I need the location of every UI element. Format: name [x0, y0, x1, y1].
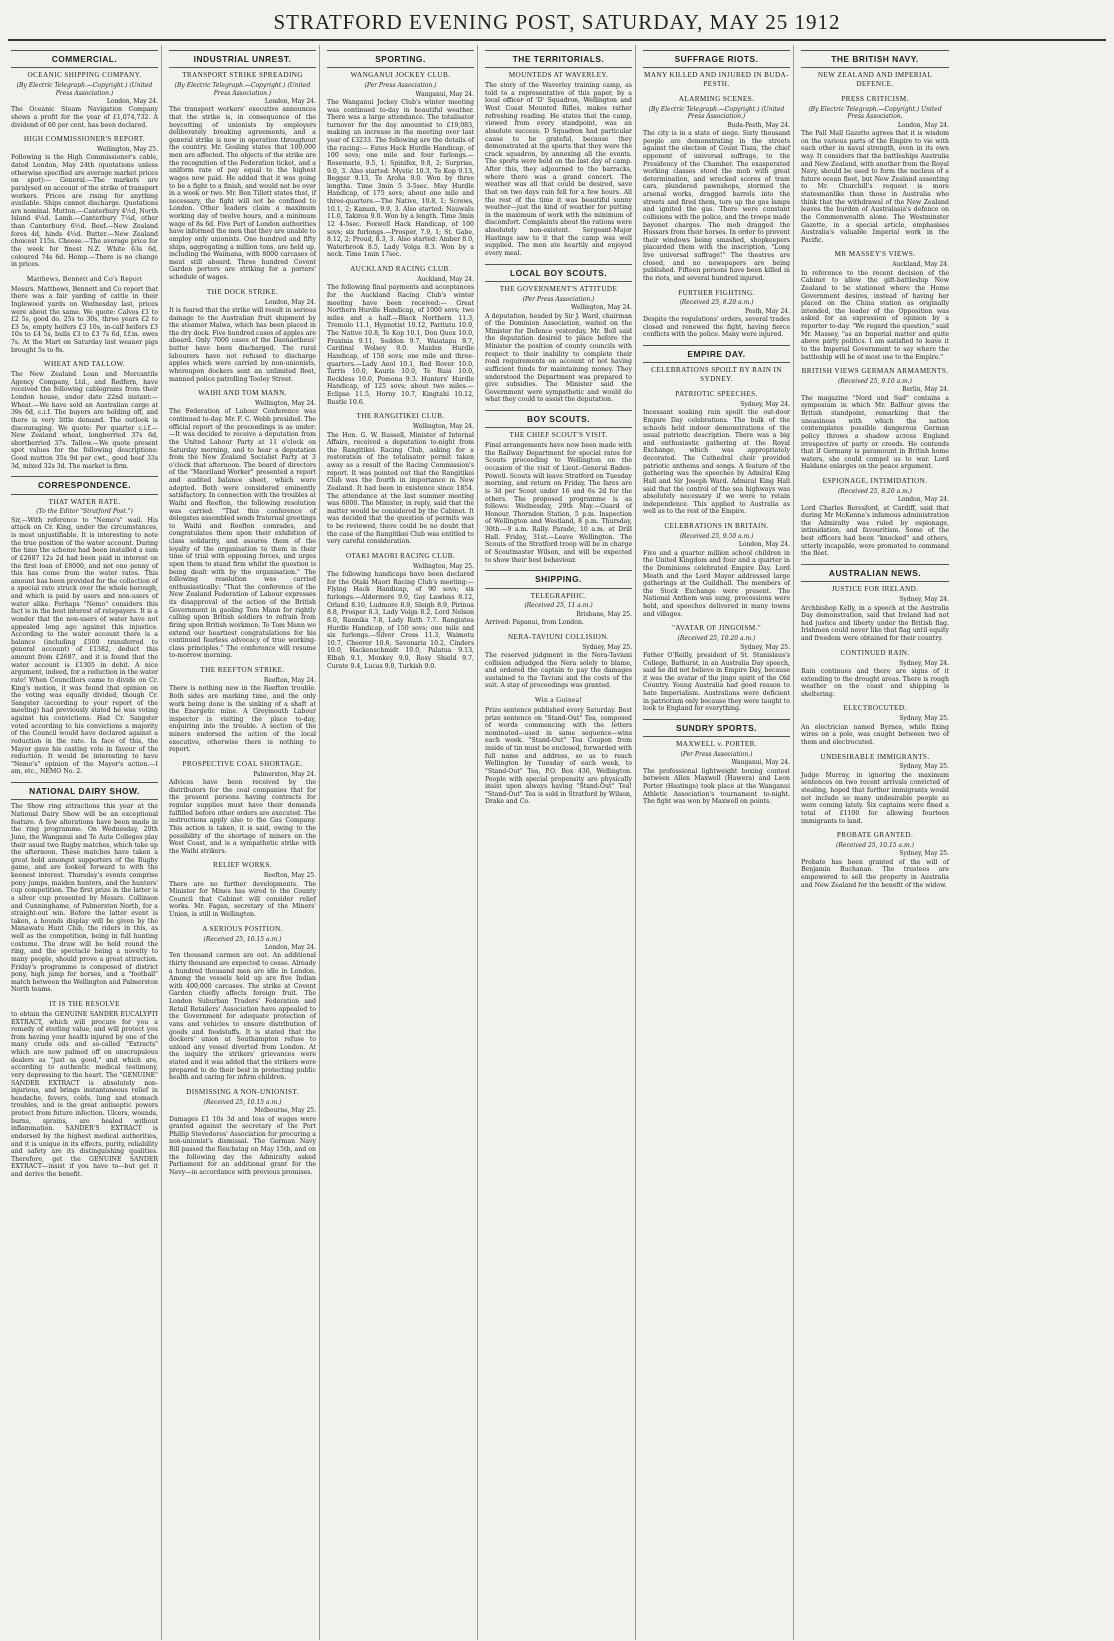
section-heading: CORRESPONDENCE.	[11, 476, 158, 494]
column-5	[640, 45, 794, 1640]
section-heading: SUFFRAGE RIOTS.	[643, 50, 790, 68]
section-heading: LOCAL BOY SCOUTS.	[485, 264, 632, 282]
article-credit: (Received 25, 8.20 a.m.)	[837, 487, 913, 495]
article-body: It is feared that the strike will result in serious damage to the Australian fruit shipment by the steamer Malwa, which has been placed in the dry dock. Five hundred cases of apples are aboard. Only 7000 cases of the Daenaetheus' butter have been discharged. The rural labourers have not refused to discharge apples which were carried by non-unionists, whereupon dockers sent an unlimited fleet, manned police patrolling Tooley Street.	[169, 306, 316, 383]
article-dateline: Palmerston, May 24.	[253, 770, 316, 778]
article-body: Following is the High Commissioner's cable, dated London, May 24th (quotations unless otherwise specified are average market prices on spot):— General.—The markets are paralysed on account of the strike of transport workers. Prices are rising for anything available. Ships cannot discharge. Quotations are nominal. Mutton.—Canterbury 4½d, North Island 4¼d. Lamb.—Canterbury 7¼d, other than Canterbury 6½d. Beef.—New Zealand fores 4d, hinds 4½d. Butter.—New Zealand choicest 115s. Cheese.—The average price for the week for finest N.Z. White 63s 6d, coloured 74s 6d. Hemp.—There is no change in prices.	[11, 154, 158, 269]
article-dateline: Pesth, May 24.	[744, 307, 790, 315]
article-credit: (Received 25, 10.15 a.m.)	[203, 935, 282, 943]
article	[11, 476, 158, 776]
article-credit: (By Electric Telegraph.—Copyright.) (United Press Association.)	[16, 82, 153, 97]
article-headline: CONTINUED RAIN.	[840, 648, 910, 657]
article	[11, 782, 158, 994]
article	[801, 649, 949, 699]
article-dateline: London, May 24.	[264, 943, 316, 951]
article-dateline: Reefton, May 24.	[263, 676, 316, 684]
article	[801, 95, 949, 244]
article	[169, 760, 316, 855]
article-headline: ESPIONAGE, INTIMIDATION.	[822, 477, 928, 485]
article-headline: NERA-TAVIUNI COLLISION.	[507, 632, 610, 641]
article-dateline: Wanganui, May 24.	[731, 759, 790, 767]
article-headline: A SERIOUS POSITION.	[202, 924, 283, 933]
article	[11, 360, 158, 470]
article-dateline: Reefton, May 25.	[263, 872, 316, 880]
column-3	[324, 45, 478, 1640]
article-dateline: Sydney, May 25.	[899, 763, 949, 771]
article-headline: MOUNTEDS AT WAVERLEY.	[508, 71, 609, 80]
article	[169, 389, 316, 660]
section-heading: SPORTING.	[327, 50, 474, 68]
article-headline: OCEANIC SHIPPING COMPANY.	[27, 71, 142, 80]
article-dateline: Sydney, May 25.	[899, 850, 949, 858]
section-heading: THE TERRITORIALS.	[485, 50, 632, 68]
section-heading: NATIONAL DAIRY SHOW.	[11, 782, 158, 800]
article-body: Rain continues and there are signs of it extending to the drought areas. There is rough weather on the coast and shipping is sheltering.	[801, 667, 949, 698]
article	[485, 696, 632, 806]
article-body: Ten thousand carmen are out. An additional thirty thousand are expected to cease. Already a hundred thousand men are idle in London. Among the vessels held up are five Indian with 400,000 carcases. The strike at Covent Garden chiefly affects foreign fruit. The London Suburban Traders' Federation and Retail Retailers' Association have appealed to the Government for adequate protection of vans and vehicles to ensure distribution of goods and foodstuffs. It is stated that the dockers' union at Southampton refuse to unload any vessel diverted from London. At the inquiry the strikers' grievances were stated and it was added that the strikers were prepared to do their best in protecting public health and caring for infirm children.	[169, 952, 316, 1082]
article-headline: NEW ZEALAND AND IMPERIAL DEFENCE.	[817, 71, 933, 89]
article-dateline: Sydney, May 25.	[582, 643, 632, 651]
article-dateline: Auckland, May 24.	[892, 261, 949, 269]
article-headline: PRESS CRITICISM.	[841, 95, 909, 104]
article-body: The transport workers' executive announces that the strike is, in consequence of the boycotting of unionists by employers deliberately breaking agreements, and a general strike is now in operation throughout the country. Mr. Gosling states that 100,000 men are affected. The objects of the strike are the recognition of the Federation ticket, and a uniform rate of pay equal to the highest wages now paid. He added that it was going to be a fight to a finish, and would not be over in a week or two. Mr. Ben Tillett states that, if necessary, the fight will not be confined to London. Other leaders claim a maximum working day of twelve hours, and a minimum wage of 8s 6d. Five Port of London authorities have informed the men that they are unable to employ only unionists. One hundred and fifty ships, aggregating a million tons, are held up, including the Waimana, with 8000 carcases of meat still aboard. Three hundred Covent Garden porters are striking for a porters' schedule of wages.	[169, 106, 316, 282]
section-heading: SHIPPING.	[485, 570, 632, 588]
article-headline: JUSTICE FOR IRELAND.	[831, 585, 919, 594]
article-headline: IT IS THE RESOLVE	[49, 1000, 120, 1009]
article	[11, 1000, 158, 1179]
article	[169, 50, 316, 282]
article-headline: Matthews, Bennett and Co's Report	[26, 274, 143, 283]
article-body: The Show ring attractions this year at the National Dairy Show will be an exceptional feature. A few alterations have been made in the ring programme. On Wednesday, 20th June, the Wanganui and Te Aute Colleges play their usual two Rugby matches, which take up the afternoon. These matches have taken a great hold amongst supporters of the Rugby game, and are looked forward to with the keenest interest. Thursday's events comprise pony jumps, maiden hunters, and the hunters' cup competition. The first prize in the latter is a silver cup presented by Messrs. Collinson and Cunninghame, of Palmerston North, for a straight-out win. Before the latter event is taken, a hounds display will be given by the Manawatu Hunt Club, the riders in this, as well as the competition, being in full hunting costume. The draw will be held round the ring, and the spectacle being a novelty to many people, should prove a great attraction. Friday's programme is composed of district pony, high jump for horses, and a "football" match between the Wellington and Palmerston North teams.	[11, 803, 158, 994]
article-dateline: Sydney, May 24.	[899, 659, 949, 667]
article-headline: PROSPECTIVE COAL SHORTAGE.	[182, 759, 303, 768]
article-body: Lord Charles Beresford, at Cardiff, said that during Mr McKenna's infamous administration the Admiralty was ruled by espionage, intimidation, and favouritism. Some of the best officers had been "knocked" and others, utterly incapable, were promoted to command the fleet.	[801, 504, 949, 558]
article	[11, 50, 158, 129]
article	[801, 367, 949, 471]
article-body: Arrived: Papanui, from London.	[485, 619, 584, 627]
article-body: There is nothing new in the Reefton trouble. Both sides are marking time, and the only work being done is the sinking of a shaft at the Energetic mine. A Greymouth Labour inspector is visiting the place to-day, enquiring into the trouble. A section of the miners endorsed the action of the local executive, otherwise there is nothing to report.	[169, 685, 316, 754]
article	[801, 704, 949, 746]
article-dateline: Sydney, May 24.	[899, 596, 949, 604]
column-1	[8, 45, 162, 1640]
article-body: There are no further developments. The Minister for Mines has wired to the County Council that Cabinet will consider relief works. Mr. Fagan, secretary of the Miners' Union, is still in Wellington.	[169, 880, 316, 919]
article	[485, 570, 632, 627]
article-dateline: Wellington, May 24.	[413, 423, 474, 431]
article-body: The following final payments and acceptances for the Auckland Racing Club's winter meeting have been received:— Great Northern Hurdle Handicap, of 1000 sovs; two miles and a half.—Black Northern 11.3, Tremolo 11.1, Hypnotist 10.12, Paritutu 10.9, The Native 10.8, Te Kop 10.1, Don Quex 10.0, Fraxinia 9.11, Seddon 9.7, Waiatapu 9.7, Cardinal Wolsey 9.0. Maiden Hurdle Handicap, of 150 sovs; one mile and three-quarters.—Lady Aeol 10.1, Red Rover 10.0, Tarris 10.0, Kauris 10.0, Te Ruia 10.0, Reckless 10.0, Pomona 9.3. Hunters' Hurdle Handicap, of 125 sovs; about two miles.—Eclipse 11.5, Horny 10.7, Kingtahi 10.12, Rustle 10.6.	[327, 284, 474, 406]
article-body: A deputation, headed by Sir J. Ward, chairman of the Dominion Association, waited on the Minister for Defence yesterday. Mr. Bell said the deputation desired to place before the Minister the position of county councils with respect to their inability to complete their road requirements on account of not having sufficient funds for maintaining money. They understood the Department was prepared to give subsidies. The Minister said the Government were sympathetic and would do what they could to assist the deputation.	[485, 312, 632, 404]
article-credit: (By Electric Telegraph.—Copyright.) (United Press Association.)	[648, 105, 785, 121]
article-credit: (Per Press Association.)	[364, 82, 437, 90]
article-dateline: Sydney, May 25.	[740, 643, 790, 651]
article-body: The Hon. G. W. Russell, Minister of Internal Affairs, received a deputation to-night from the Rangitikei Racing Club, asking for a restoration of the totalisator permit taken away as a result of the Racing Commission's report. It was pointed out that the Rangitikei Club was the fourth in importance in New Zealand. It had been in existence since 1854. The attendance at the last summer meeting was 6000. The Minister, in reply, said that the matter would be considered by the Cabinet. It was decided that the question of permits was to be reviewed, there could be no doubt that the case of the Rangitikei Club was entitled to very careful consideration.	[327, 431, 474, 546]
article-headline: MAXWELL v. PORTER.	[675, 740, 758, 749]
article-body: The story of the Waverley training camp, as told to a representative of this paper, by a local officer of 'D' Squadron, Wellington and West Coast Mounted Rifles, makes rather refreshing reading. He states that the camp, viewed from every standpoint, was an absolute success. D Squadron had particular cause to be grateful, because they demonstrated at the sports that they were the crack squadron, by annexing all the events. The sports were held on the last day of camp. After this, they adjourned to the barracks, where there was a grand concert. The weather was all that could be desired, save that on two days rain fell for a few hours. All the rest of the time it was beautiful sunny weather—just the kind of weather for putting in the maximum of work with the minimum of discomfort. Complaints about the rations were absolutely non-existent. Sergeant-Major Hastings saw to it that the camp was well supplied. The men ate heartily and enjoyed every meal.	[485, 82, 632, 257]
article-headline: FURTHER FIGHTING.	[678, 288, 755, 297]
section-heading: INDUSTRIAL UNREST.	[169, 50, 316, 68]
article-headline: MANY KILLED AND INJURED IN BUDA-PESTH.	[644, 71, 789, 89]
article	[11, 275, 158, 354]
article-body: The reserved judgment in the Nera-Taviuni collision adjudged the Nera solely to blame, and ordered the captain to pay the damages sustained to the Taviuni and the costs of the suit. A stay of proceedings was granted.	[485, 651, 632, 690]
article-headline: Win a Guinea!	[534, 696, 583, 705]
article	[801, 50, 949, 89]
article-credit: (Received 25, 9.10 a.m.)	[837, 378, 913, 385]
article-headline: CELEBRATIONS IN BRITAIN.	[664, 522, 769, 531]
columns-container	[8, 45, 1106, 1640]
section-heading: EMPIRE DAY.	[643, 345, 790, 363]
article-body: Incessant soaking rain spoilt the out-door Empire Day celebrations. The bulk of the schools held indoor demonstrations of the usual patriotic description. There was a big and enthusiastic gathering at the Royal Exchange, which was appropriately decorated. The Cathedral choir provided patriotic anthems and songs. A feature of the gathering was the speeches by Admiral King Hall and Sir Joseph Ward. Admiral King Hall said that the control of the sea highways was absolutely necessary if we were to retain independence. This applied to Australia as well as to the rest of the Empire.	[643, 409, 790, 516]
article-headline: THE REEFTON STRIKE.	[200, 666, 285, 675]
article-body: The following handicaps have been declared for the Otaki Maori Racing Club's meeting:— Flying Hack Handicap, of 90 sovs; six furlongs.—Aldermere 9.0, Gay Lawless 8.12, Orland 8.10, Ludmore 8.9, Sleigh 8.9, Pirinoa 8.8, Prosper 8.3, Lady Volga 8.2, Lord Nelson 8.0, Rannika 7.8, Lady Ruth 7.7. Rangiatea Hurdle Handicap, of 150 sovs; one mile and six furlongs.—Silver Cross 11.3, Waimotu 10.7, Cheerer 10.6, Savonaria 10.2, Cinders 10.0, Hackenschmidt 10.0, Palatua 9.13, Elbah 9.1, Monkey 9.0, Rosy Shield 9.7, Curate 9.4, Lucas 9.0, Turkish 9.0.	[327, 571, 474, 670]
article-headline: AUCKLAND RACING CLUB.	[350, 265, 451, 274]
article-dateline: London, May 24.	[738, 541, 790, 549]
article-body: The magazine "Nord und Sud" contains a symposium in which Mr. Balfour gives the British standpoint, remarking that the uneasiness with which the nation contemplates possible dangerous German policy throws a shadow across England irrespective of party or creeds. He contends that if Germany is paramount in British home waters, she could compel us to war. Lord Haldane enlarges on the peace argument.	[801, 394, 949, 471]
article-dateline: Wellington, May 24.	[571, 304, 632, 312]
section-heading: COMMERCIAL.	[11, 50, 158, 68]
article-headline: MR MASSEY'S VIEWS.	[834, 250, 916, 259]
article-headline: THAT WATER RATE.	[48, 497, 121, 506]
article-headline: THE CHIEF SCOUT'S VISIT.	[509, 431, 608, 440]
article-credit: (To the Editor "Stratford Post.")	[36, 508, 133, 516]
article-credit: (Received 25, 10.20 a.m.)	[677, 635, 756, 643]
article-body: The city is in a state of siege. Sixty thousand people are demonstrating in the streets against the election of Count Tisza, the chief opponent of universal suffrage, to the Presidency of the Chamber. The exasperated working classes stood the mob with great determination, and wrecked scores of tram cars, plundered pawnshops, stormed the arsenal works, dragged barrels into the streets and fired them, tore up the gas lamps and ignited the gas. There were constant collisions with the police, and the troops made bayonet charges. The mob dragged the Hussars from their horses. In order to prevent their windows being smashed, shopkeepers placarded them with the inscription, "Long live universal suffrage!" The theatres are closed, and no newspapers are being published. Fifteen persons have been killed in the riots, and several hundred injured.	[643, 130, 790, 282]
article-body: Advices have been received by the distributors for the coal companies that for the present persons having contracts for regular supplies must have their demands fulfilled before other orders are executed. The instructions apply also to the Gas Company. This action is taken, it is said, owing to the possibility of the shortage of miners on the West Coast, and is a sympathetic strike with the Waihi strikers.	[169, 779, 316, 855]
article-dateline: Melbourne, May 25.	[254, 1107, 316, 1115]
article-dateline: London, May 24.	[897, 496, 949, 504]
article-dateline: London, May 24.	[106, 97, 158, 105]
article-headline: THE RANGITIKEI CLUB.	[356, 412, 445, 421]
article	[485, 264, 632, 404]
article-headline: WANGANUI JOCKEY CLUB.	[350, 71, 451, 80]
article	[327, 265, 474, 406]
article	[169, 925, 316, 1082]
article-credit: (Received 25, 11 a.m.)	[524, 602, 593, 610]
article-body: An electrician named Byrnes, while fixing wires on a pole, was caught between two of them and electrocuted.	[801, 723, 949, 746]
article	[169, 861, 316, 918]
article	[643, 95, 790, 282]
article-body: The Pall Mall Gazette agrees that it is wisdom on the various parts of the Empire to vie with each other in naval strength, even in its own way. It considers that the battleships Australia and New Zealand, with another from the Royal Navy, should be used to form the nucleus of a future ocean fleet, but New Zealand assenting to Mr. Churchill's request is more statesmanlike than those in Australia who think that the withdrawal of the New Zealand leaves the burden of Australasia's defence on the Commonwealth alone. The Westminster Gazette, in a special article, emphasises Australia's valuable Imperial work in the Pacific.	[801, 130, 949, 244]
article-body: Judge Murray, in ignoring the maximum sentences on two recent arrivals convicted of stealing, hoped that further immigrants would not include so many undesirable people as were coming lately. Six captains were fined a total of £1100 for allowing fourteen immigrants to land.	[801, 771, 949, 825]
article-credit: (Per Press Association.)	[522, 295, 595, 303]
column-2	[166, 45, 320, 1640]
article-dateline: London, May 24.	[264, 97, 316, 105]
article	[643, 289, 790, 339]
article-dateline: Wellington, May 24.	[255, 400, 316, 408]
article-headline: DISMISSING A NON-UNIONIST.	[186, 1087, 299, 1096]
article-body: Final arrangements have now been made with the Railway Department for special rates for Scouts proceeding to Wellington on the occasion of the visit of Lieut.-General Baden-Powell. Scouts will leave Stratford on Tuesday morning, and return on Friday. The fares are is 3d per Scout under 16 and 6s 2d for the others. The proposed programme is as follows: Wednesday, 29th May.—Guard of Honour, Thorndon Station, 5 p.m. Inspection of Wellington and Westland, 8 p.m. Thursday, 30th.—9 a.m. Rally. Parade, 10 a.m. at Drill Hall. Friday, 31st.—Leave Wellington. The Scouts of the Stratford troop will be in charge of Scoutmaster Wilson, and will be expected to show their best behaviour.	[485, 442, 632, 564]
article-body: The Wanganui Jockey Club's winter meeting was continued to-day in beautiful weather. There was a large attendance. The totalisator turnover for the day amounted to £19,083, making an increase in the meeting over last year of £3233. The following are the details of the racing:— Fates Hack Hurdle Handicap, of 100 sovs; one mile and four furlongs.—Rosemarie, 9.5, 1; Spinifex, 9.8, 2; Surprise, 9.0, 3. Also started: Mystic 10.3, Te Kop 9.13, Beggar 9.13, Te Aroha 9.0. Won by three lengths. Time 3min 5 3-5sec. May Hurdle Handicap, of 175 sovs; about one mile and three-quarters.—The Native, 10.8, 1; Screws, 10.1, 2; Kaman, 9.9, 3. Also started: Nauwalu 11.0, Takiroa 9.0. Won by a length. Time 3min 12 4-5sec. Foxwell Hack Handicap, of 100 sovs; six furlongs.—Prosper, 7.9, 1; St. Gabe, 8.12, 2; Proud, 8.3, 3. Also started: Amber 8.0, Waterbrook 8.5, Lady Volga 8.3. Won by a neck. Time 1min 17sec.	[327, 98, 474, 259]
article-credit: (Received 25, 10.15 a.m.)	[203, 1098, 282, 1106]
article-dateline: Wanganui, May 24.	[415, 90, 474, 98]
section-heading: BOY SCOUTS.	[485, 410, 632, 428]
article-headline: THE DOCK STRIKE.	[206, 287, 279, 296]
article-body: In reference to the recent decision of the Cabinet to allow the gift-battleship New Zealand to be stationed where the Home Government desires, instead of having her placed on the China station as originally intended, the leader of the Opposition was asked for an expression of opinion by a reporter to-day. "We regard the question," said Mr. Massey, "as an Imperial matter and quite above party politics. I am satisfied to leave it to the Imperial Government to say where the battleship will be of most use to the Empire."	[801, 269, 949, 361]
article	[11, 135, 158, 269]
article-dateline: Wellington, May 25.	[413, 562, 474, 570]
article	[801, 250, 949, 361]
article-headline: WHEAT AND TALLOW.	[43, 360, 126, 369]
article-credit: (Received 25, 8.20 a.m.)	[679, 299, 754, 307]
article-body: Prize sentence published every Saturday. Best prize sentence on "Stand-Out" Tea, composed of words commencing with the letters nominated—used in same sequence—wins each week. "Stand-Out" Tea Coupon from inside of tin must be enclosed, forwarded with full name and address, so as to reach Wellington by Tuesday of each week, to "Stand-Out" Tea, P.O. Box 436, Wellington. People with special propensity are physically insist upon always having "Stand-Out" Tea! "Stand-Out" Tea is sold in Stratford by Wilson, Drake and Co.	[485, 706, 632, 806]
article-dateline: Berlin, May 24.	[902, 386, 949, 394]
article	[643, 624, 790, 713]
article-credit: (By Electric Telegraph.—Copyright.) (United Press Association.)	[174, 82, 311, 97]
section-heading: SUNDRY SPORTS.	[643, 719, 790, 737]
article-credit: (Received 25, 10.15 a.m.)	[836, 841, 914, 849]
article	[643, 50, 790, 89]
article	[485, 410, 632, 564]
article-dateline: Wellington, May 25.	[97, 146, 158, 154]
article-headline: OTAKI MAORI RACING CLUB.	[345, 551, 456, 560]
article-credit: (By Electric Telegraph.—Copyright.) United Press Association.	[808, 105, 942, 121]
article	[801, 564, 949, 643]
article	[801, 753, 949, 826]
article	[485, 633, 632, 690]
article	[643, 345, 790, 384]
article	[643, 719, 790, 806]
article-headline: TELEGRAPHIC.	[530, 591, 587, 600]
article-headline: ELECTROCUTED.	[843, 704, 907, 713]
article-headline: RELIEF WORKS.	[213, 861, 272, 870]
article-dateline: London, May 24.	[264, 298, 316, 306]
article-dateline: Sydney, May 25.	[899, 715, 949, 723]
article-body: Father O'Reilly, president of St. Stanislaus's College, Bathurst, in an Australia Day speech, said he did not believe in Empire Day, because it was the avatar of the jingo spirit of the Old Country. Young Australia had good reason to hate Imperialism. Australians were deficient in patriotism only because they were taught to look to England for everything.	[643, 651, 790, 713]
article-headline: ALARMING SCENES.	[678, 95, 755, 104]
article-body: Sir,—With reference to "Nemo's" wail. His attack on Cr. King, under the circumstances, is most unjustifiable. It is interesting to note the true position of the water account. During the time the scheme had been installed a sum of £2687 12s 2d had been paid in interest on the first loan of £8000, and not one penny of this has come from the water rates. This amount has been provided for the collection of a special rate struck over the whole borough, and which is paid by users and non-users of water alike. Perhaps "Nemo" considers this fact is in the best interest of ratepayers. It is a wonder that the non-users of water have not appealed long ago against this injustice. According to the water account there is a balance (including £500 transferred to general account) of £1382, deduct this amount from £2687, and it is found that the water account is £1305 in debit. A nice argument, indeed, for a reduction in the water rate! When Councillors came to divide on Cr. King's motion, it was found that opinion on the voting was equally divided, though Cr. Sangster (according to your report of the meeting) had previously stated he was voting against his convictions. Had Cr. Sangster voted according to his convictions a majority of the Council would have declared against a reduction in the rate. In face of this, the Mayor gave his casting vote in favour of the reduction. It would be interesting to have "Nemo's" opinion of the Mayor's action.—I am, etc., NEMO No. 2.	[11, 516, 158, 776]
article-body: Damages £1 10s 3d and loss of wages were granted against the secretary of the Port Phillip Stevedores' Association for procuring a non-unionist's dismissal. The German Navy Bill passed the Reichstag on May 15th, and on the following day the Admiralty asked Parliament for an additional grant for the Navy—in accordance with previous promises.	[169, 1115, 316, 1176]
article-dateline: Brisbane, May 25.	[576, 610, 632, 618]
article-headline: BRITISH VIEWS GERMAN ARMAMENTS.	[801, 367, 949, 376]
article-body: The Federation of Labour Conference was continued to-day. Mr. F. C. Webb presided. The official report of the proceedings is as under:—It was decided to receive a deputation from the United Labour Party at 11 o'clock on Saturday morning, and to hear a deputation from the New Zealand Socialist Party at 3 o'clock that afternoon. The board of directors of the "Maoriland Worker" presented a report and audited balance sheet, which were adopted. Both were considered eminently satisfactory. In connection with the troubles at Waihi and Reefton, the following resolution was carried: "That this conference of delegates assembled sends fraternal greetings to Waihi and Reefton comrades, and congratulates them upon their exhibition of class solidarity, and assures them of the loyalty of the organisation to them in their time of trial with opposing forces, and urges upon them to stand firm whilst the question is being dealt with by the organisation." The following resolution was carried enthusiastically: "That the conference of the New Zealand Federation of Labour expresses its disapproval of the action of the British Government in gaoling Tom Mann for rightly calling upon British soldiers to refrain from firing upon British workmen. To Tom Mann we extend our heartiest congratulations for his continued fearless advocacy of true working-class principles." The conference will resume to-morrow morning.	[169, 408, 316, 660]
masthead: STRATFORD EVENING POST, SATURDAY, MAY 25 1912	[8, 6, 1106, 41]
article	[169, 1088, 316, 1177]
article-body: The professional lightweight boxing contest between Allen Maxwell (Hawera) and Leon Porter (Hastings) took place at the Wanganui Athletic Association's tournament to-night. The fight was won by Maxwell on points.	[643, 767, 790, 806]
article-headline: UNDESIRABLE IMMIGRANTS.	[820, 752, 930, 761]
article-headline: CELEBRATIONS SPOILT BY RAIN IN SYDNEY.	[651, 366, 782, 384]
article-body: The Oceanic Steam Navigation Company shows a profit for the year of £1,074,732. A dividend of 60 per cent. has been declared.	[11, 106, 158, 129]
article-body: Messrs. Matthews, Bennett and Co report that there was a fair yarding of cattle in their Inglewood yards on Wednesday last, prices were about the same. We quote: Calves £1 to £2 5s, good do. 25s to 30s, three years £2 to £3 5s, empty heifers £3 10s, in-calf heifers £3 10s to £4 5s, bulls £3 to £3 7s 6d, f.f.m. ewes 7s. At the Mart on Saturday last weaner pigs brought 5s to 8s.	[11, 285, 158, 354]
article-headline: HIGH COMMISSIONER'S REPORT.	[23, 135, 146, 144]
article	[327, 552, 474, 670]
article-headline: TRANSPORT STRIKE SPREADING	[182, 71, 303, 80]
article-headline: PATRIOTIC SPEECHES.	[675, 390, 758, 399]
article-credit: (Per Press Association.)	[680, 751, 753, 759]
article-headline: WAIHI AND TOM MANN.	[198, 389, 287, 398]
article	[643, 522, 790, 618]
article	[643, 390, 790, 516]
article	[169, 666, 316, 754]
section-heading: THE BRITISH NAVY.	[801, 50, 949, 68]
article	[485, 50, 632, 258]
article-body: Despite the regulations' orders, several trades closed and renewed the fight, having fierce conflicts with the police. Many were injured.	[643, 316, 790, 339]
article-headline: THE GOVERNMENT'S ATTITUDE	[499, 284, 618, 293]
article-body: Five and a quarter million school children in the United Kingdom and four and a quarter in the Dominions celebrated Empire Day. Lord Meath and the Lord Mayor addressed large gatherings at the Guildhall. The members of the Stock Exchange were present. The National Anthem was sung, processions were held, and speeches delivered in many towns and villages.	[643, 549, 790, 618]
article	[327, 50, 474, 259]
article-body: to obtain the GENUINE SANDER EUCALYPTI EXTRACT, which will procure for you a remedy of sterling value, and will protect you from having your health injured by one of the many crude oils and so-called "Extracts" which are now palmed off on unscrupulous dealers as "just as good," and which are, according to authentic medical testimony, very depressing to the heart. The "GENUINE" SANDER EXTRACT is absolutely non-injurious, and brings instantaneous relief in headache, fevers, colds, lung and stomach troubles, and is the great antiseptic powers protect from future infection. Ulcers, wounds, burns, sprains, are healed without inflammation. SANDER'S EXTRACT is endorsed by the highest medical authorities, and it is unique in its effects, purity, reliability and safety are its distinguishing qualities. Therefore, get the GENUINE SANDER EXTRACT—insist if you have to—but get it and derive the benefit.	[11, 1010, 158, 1179]
article-dateline: London, May 24.	[897, 121, 949, 129]
article-credit: (Received 25, 9.50 a.m.)	[679, 532, 754, 540]
article	[801, 831, 949, 889]
article-body: Archbishop Kelly, in a speech at the Australia Day demonstration, said that Ireland had not had justice and liberty under the British flag. Irishmen could never like that flag until equity and freedom were obtained for their country.	[801, 604, 949, 643]
article	[801, 477, 949, 558]
article-body: Probate has been granted of the will of Benjamin Buchanan. The trustees are empowered to sell the property in Australia and New Zealand for the benefit of the widow.	[801, 858, 949, 889]
article	[169, 288, 316, 383]
article-dateline: Buda-Pesth, May 24.	[727, 121, 790, 129]
article-dateline: Auckland, May 24.	[417, 275, 474, 283]
article-body: The New Zealand Loan and Mercantile Agency Company, Ltd., and Redfern, have received the following cablegrams from their London house, under date 22nd instant:— Wheat.—We have sold an Australian cargo at 39s 6d, c.i.f. The buyers are holding off, and there is very little demand. The outlook is discouraging. We quote: Per quarter c.i.f.—New Zealand wheat, longberried 37s 6d, shortberried 37s. Tallow.—We quote present spot values for the following descriptions: Good mutton 35s 9d per cwt., good beef 33s 3d, mixed 32s 3d. The market is firm.	[11, 371, 158, 470]
section-heading: AUSTRALIAN NEWS.	[801, 564, 949, 582]
column-4	[482, 45, 636, 1640]
article-dateline: Sydney, May 24.	[740, 400, 790, 408]
article-headline: "AVATAR OF JINGOISM."	[671, 624, 762, 633]
article	[327, 412, 474, 546]
article-headline: PROBATE GRANTED.	[836, 831, 914, 840]
column-6	[798, 45, 952, 1640]
